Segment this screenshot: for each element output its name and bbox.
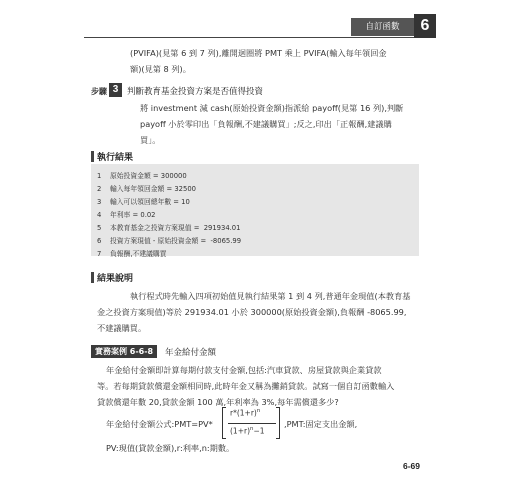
result-line: 3 輸入可以領回總年數 = 10 — [97, 198, 190, 206]
case-badge: 實務案例 6-6-8 — [91, 345, 157, 358]
result-line: 2 輸入每年領回金額 = 32500 — [97, 185, 196, 193]
formula-left-bracket — [222, 407, 226, 439]
denominator-tail: −1 — [253, 426, 265, 436]
result-line: 7 負報酬,不建議購買 — [97, 250, 167, 258]
fraction-bar — [228, 423, 276, 424]
formula-right-bracket — [276, 407, 280, 439]
header-rule — [84, 37, 414, 38]
chapter-number: 6 — [414, 14, 436, 38]
intro-line-2: 額)(見第 8 列)。 — [130, 64, 191, 74]
explain-line-1: 執行程式時先輸入四項初始值見執行結果第 1 到 4 列,普通年金現值(本教育基 — [130, 291, 411, 301]
result-line: 6 投資方案現值 - 原始投資金額 = -8065.99 — [97, 237, 242, 245]
formula-variables: PV:現值(貸款金額),r:利率,n:期數。 — [106, 443, 235, 453]
case-title: 年金給付金額 — [165, 348, 217, 358]
step-line-1: 將 investment 減 cash(原始投資金額)指派給 payoff(見第 16 列),判斷 — [140, 103, 404, 113]
step-line-3: 買」。 — [140, 135, 161, 145]
result-line: 5 本教育基金之投資方案現值 = 291934.01 — [97, 224, 241, 232]
case-line-3: 貸款償還年數 20,貸款金額 100 萬,年利率為 3%,每年需償還多少? — [97, 397, 339, 407]
step-number-badge: 3 — [109, 83, 122, 97]
case-line-2: 等。若每期貸款償還金額相同時,此時年金又稱為攤銷貸款。試寫一個自訂函數輸入 — [97, 381, 395, 391]
numerator-exponent: n — [256, 408, 261, 414]
step-label: 步驟 — [91, 87, 107, 96]
result-line: 4 年利率 = 0.02 — [97, 211, 156, 219]
step-line-2: payoff 小於零印出「負報酬,不建議購買」;反之,印出「正報酬,建議購 — [140, 119, 392, 129]
page-number: 6-69 — [403, 461, 421, 471]
denominator-exponent: n — [250, 426, 254, 432]
result-line: 1 原始投資金額 = 300000 — [97, 172, 187, 180]
case-line-1: 年金給付金額即計算每期付款支付金額,包括:汽車貸款、房屋貸款與企業貸款 — [106, 365, 382, 375]
explain-line-2: 金之投資方案現值)等於 291934.01 小於 300000(原始投資金額),負報酬 -8065.99, — [97, 307, 407, 317]
formula-denominator — [230, 426, 265, 436]
step-title: 判斷教育基金投資方案是否值得投資 — [127, 87, 264, 97]
numerator-base: r*(1+r) — [230, 408, 257, 418]
exec-result-heading: 執行結果 — [91, 150, 133, 163]
explain-line-3: 不建議購買。 — [97, 323, 147, 333]
chapter-title: 自訂函數 — [351, 18, 414, 36]
result-explain-heading: 結果說明 — [91, 271, 133, 284]
intro-line-1: (PVIFA)(見第 6 到 7 列),離開迴圈將 PMT 乘上 PVIFA(輸入每年領回金 — [130, 48, 387, 58]
denominator-base: (1+r) — [230, 426, 250, 436]
formula-prefix: 年金給付金額公式:PMT=PV* — [106, 419, 213, 429]
formula-suffix: ,PMT:固定支出金額, — [284, 419, 358, 429]
formula-numerator — [230, 408, 260, 418]
